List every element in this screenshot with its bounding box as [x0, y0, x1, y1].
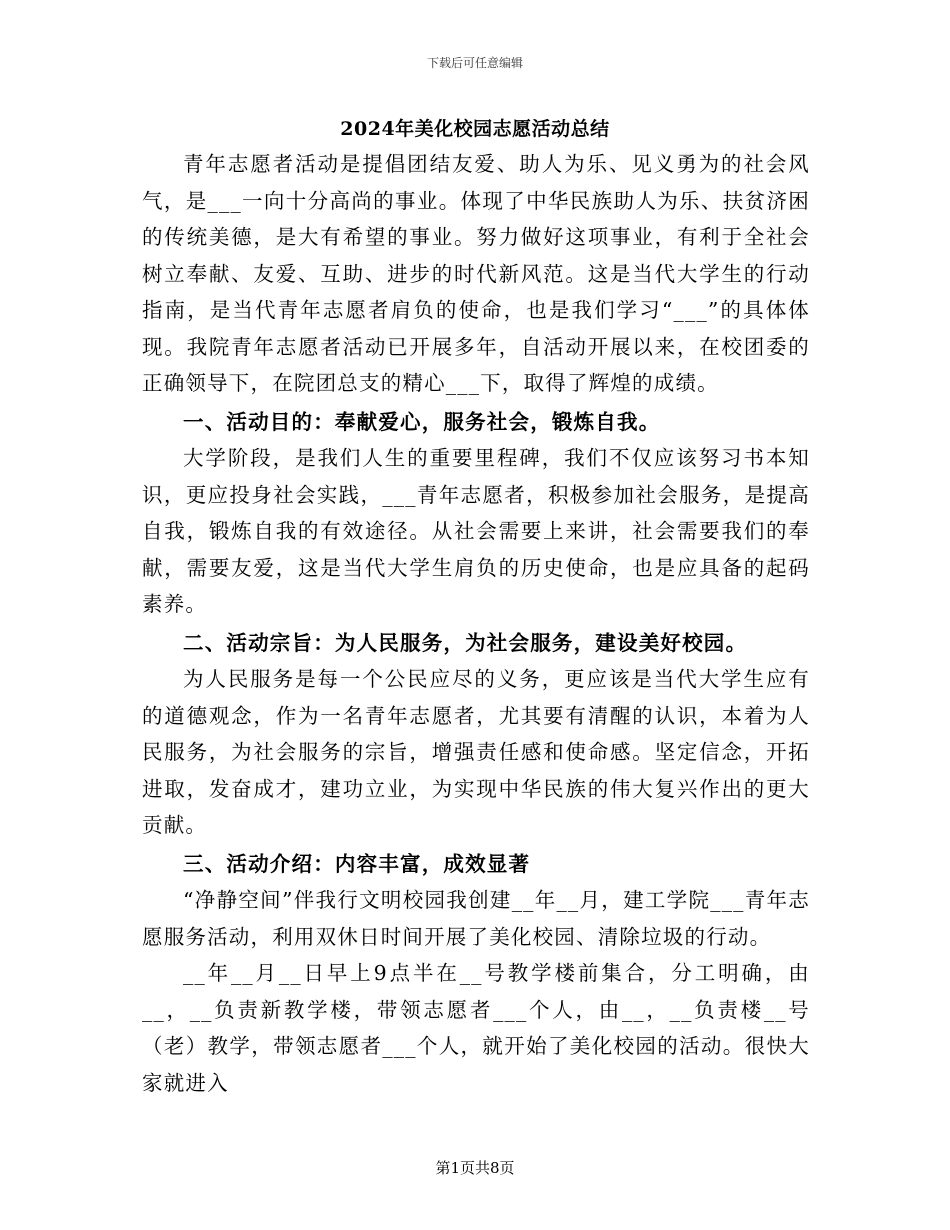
paragraph-purpose: 大学阶段，是我们人生的重要里程碑，我们不仅应该努习书本知识，更应投身社会实践，___青年志愿者，积极参加社会服务，是提高自我，锻炼自我的有效途径。从社会需要上来讲，社会需要我们的奉献，需要友爱，这是当代大学生肩负的历史使命，也是应具备的起码素养。: [142, 446, 810, 616]
paragraph-introduction-1: “净静空间”伴我行文明校园我创建__年__月，建工学院___青年志愿服务活动，利用双休日时间开展了美化校园、清除垃圾的行动。: [142, 888, 810, 949]
section-heading-tenet: 二、活动宗旨：为人民服务，为社会服务，建设美好校园。: [183, 630, 748, 655]
paragraph-introduction-2: __年__月__日早上9点半在__号教学楼前集合，分工明确，由__，__负责新教学楼，带领志愿者___个人，由__，__负责楼__号（老）教学，带领志愿者___个人，就开始了美化校园的活动。很快大家就进入: [142, 961, 810, 1095]
page-number: 第1页共8页: [435, 1159, 515, 1177]
paragraph-intro: 青年志愿者活动是提倡团结友爱、助人为乐、见义勇为的社会风气，是___一向十分高尚的事业。体现了中华民族助人为乐、扶贫济困的传统美德，是大有希望的事业。努力做好这项事业，有利于全社会树立奉献、友爱、互助、进步的时代新风范。这是当代大学生的行动指南，是当代青年志愿者肩负的使命，也是我们学习“___”的具体体现。我院青年志愿者活动已开展多年，自活动开展以来，在校团委的正确领导下，在院团总支的精心___下，取得了辉煌的成绩。: [142, 152, 810, 395]
document-body: [142, 146, 810, 1101]
paragraph-tenet: 为人民服务是每一个公民应尽的义务，更应该是当代大学生应有的道德观念，作为一名青年志愿者，尤其要有清醒的认识，本着为人民服务，为社会服务的宗旨，增强责任感和使命感。坚定信念，开拓进取，发奋成才，建功立业，为实现中华民族的伟大复兴作出的更大贡献。: [142, 667, 810, 837]
header-note: 下载后可任意编辑: [426, 56, 523, 70]
section-heading-introduction: 三、活动介绍：内容丰富，成效显著: [183, 851, 531, 876]
document-title: 2024年美化校园志愿活动总结: [340, 118, 610, 140]
section-heading-purpose: 一、活动目的：奉献爱心，服务社会，锻炼自我。: [183, 409, 661, 434]
